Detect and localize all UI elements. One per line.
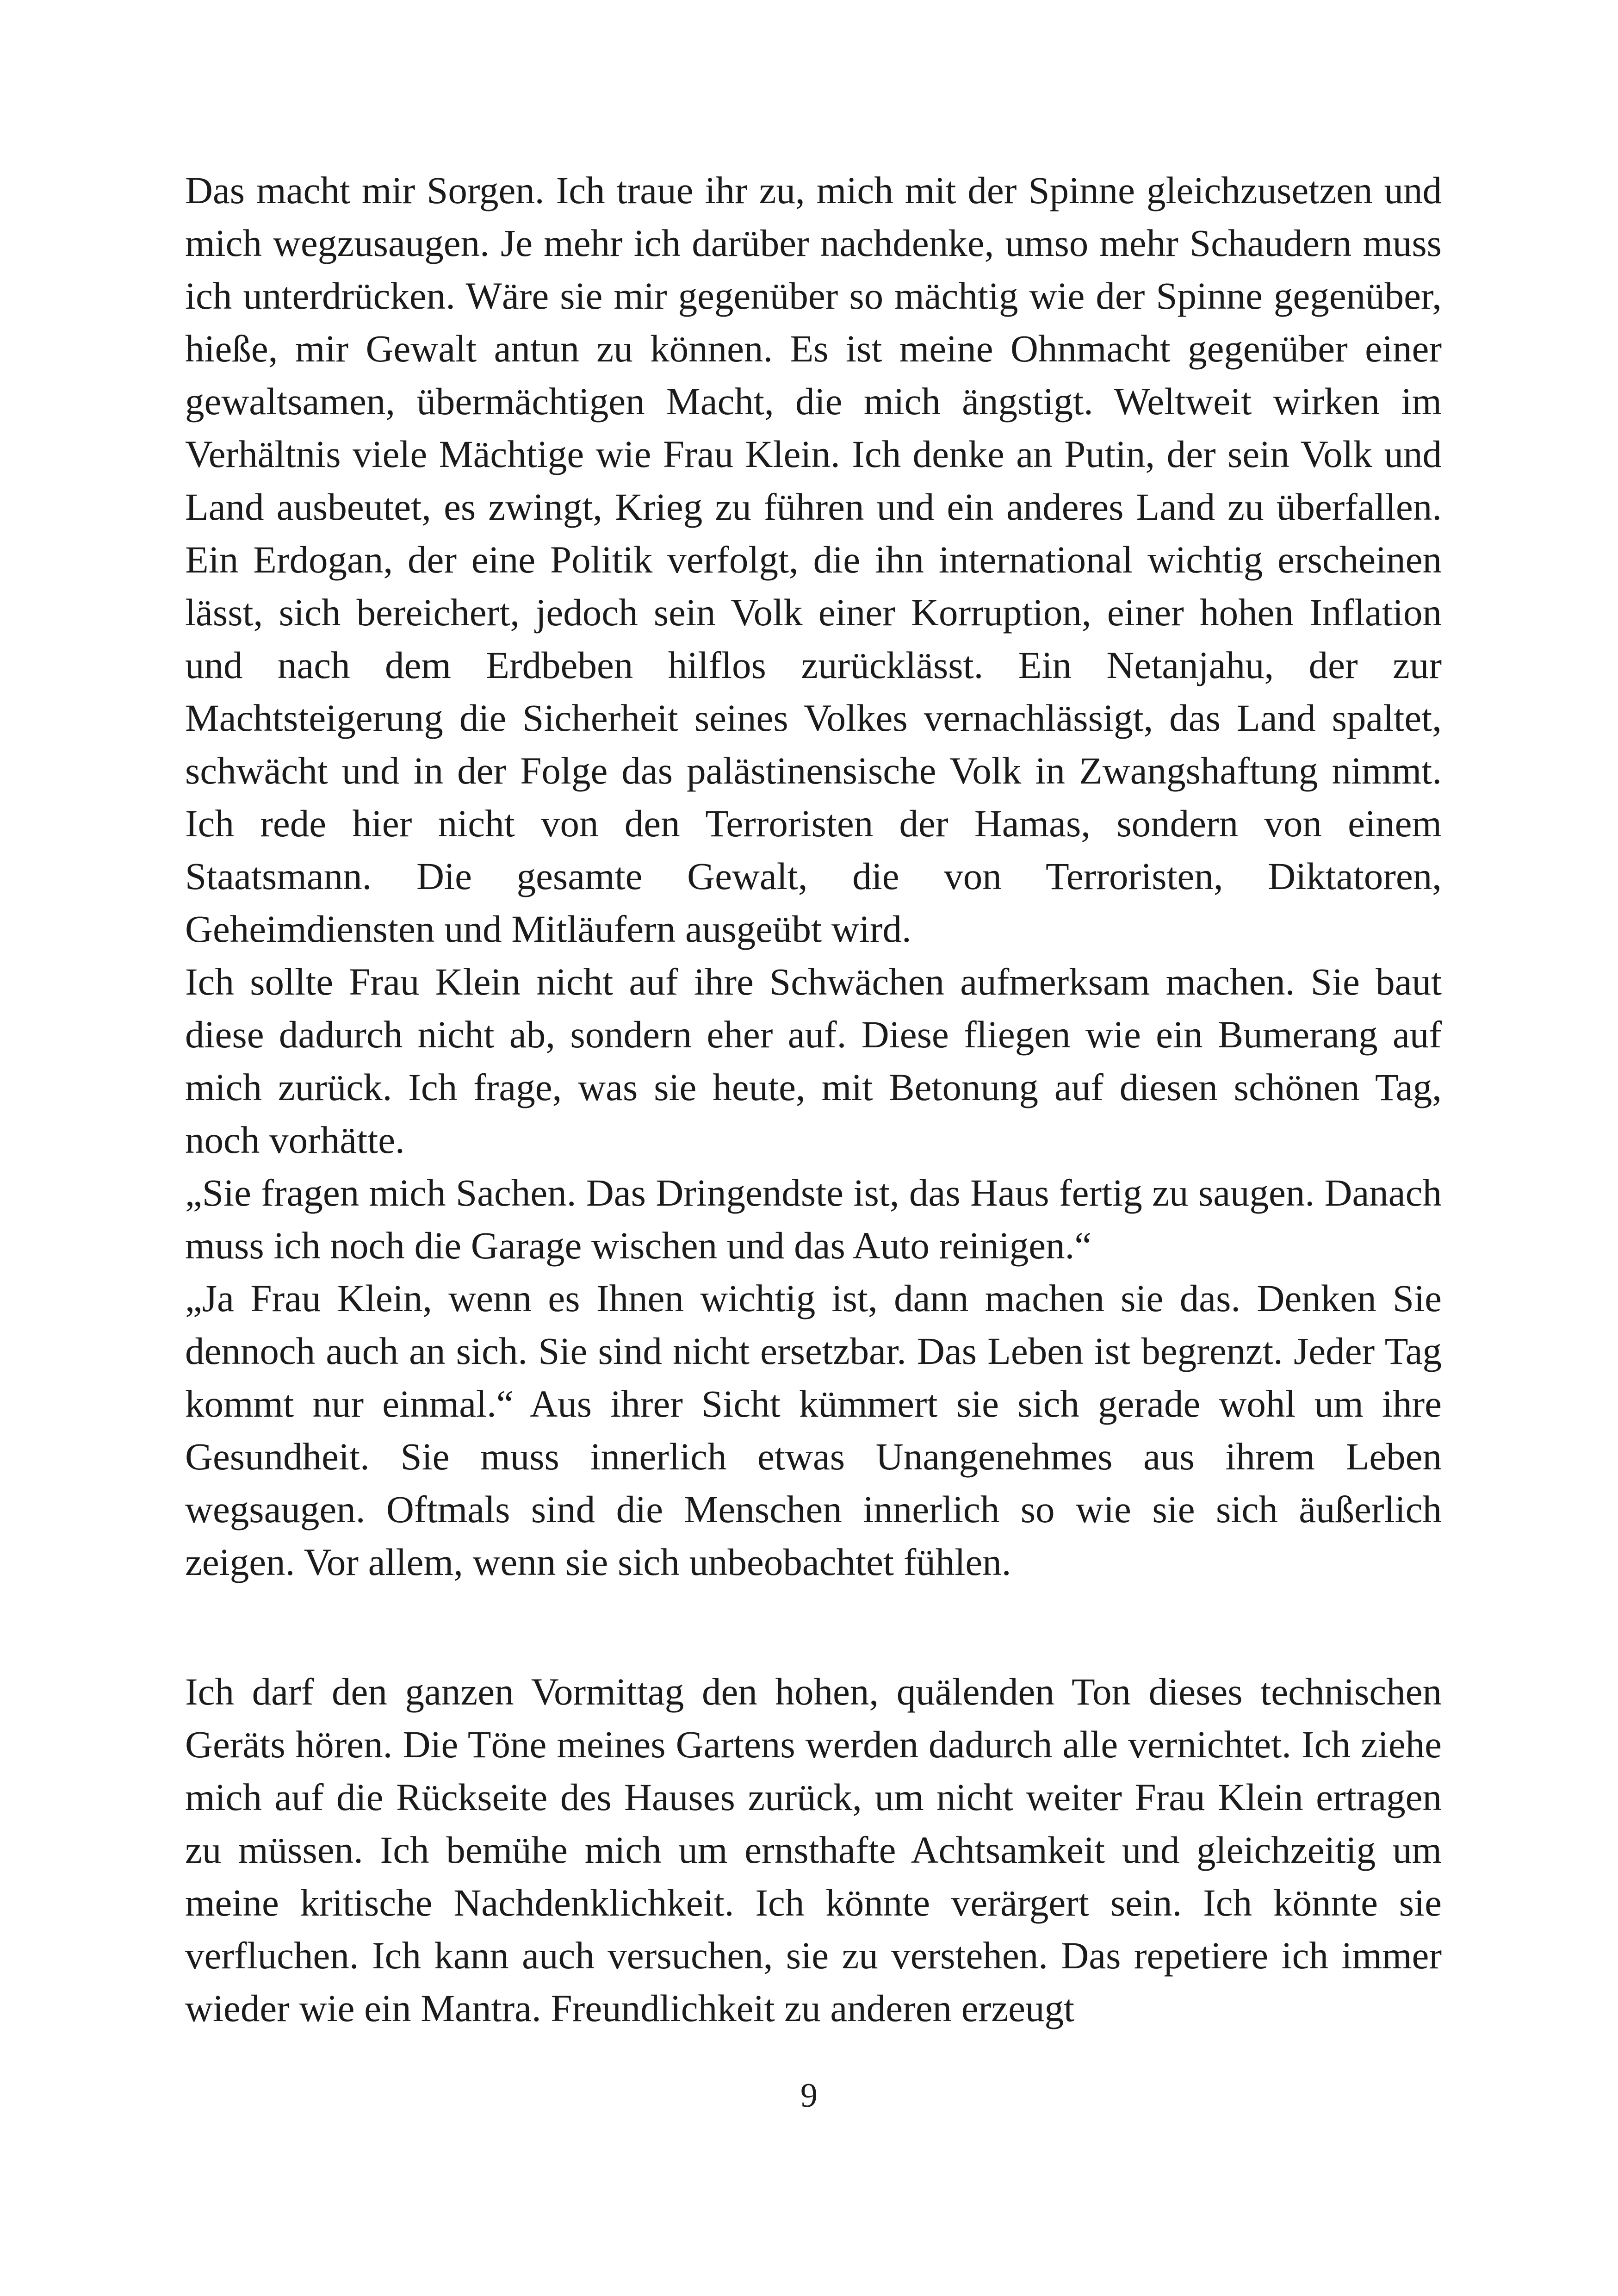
text-section-1	[185, 164, 1442, 1588]
paragraph-4: „Ja Frau Klein, wenn es Ihnen wichtig ist, dann machen sie das. Denken Sie dennoch auch an sich. Sie sind nicht ersetzbar. Das Leben ist begrenzt. Jeder Tag kommt nur einmal.“ Aus ihrer Sicht kümmert sie sich gerade wohl um ihre Gesundheit. Sie muss innerlich etwas Unangenehmes aus ihrem Leben wegsaugen. Oftmals sind die Menschen innerlich so wie sie sich äußerlich zeigen. Vor allem, wenn sie sich unbeobachtet fühlen.	[185, 1277, 1442, 1583]
page-number: 9	[800, 2077, 818, 2115]
paragraph-2: Ich sollte Frau Klein nicht auf ihre Schwächen aufmerksam machen. Sie baut diese dadurch nicht ab, sondern eher auf. Diese fliegen wie ein Bumerang auf mich zurück. Ich frage, was sie heute, mit Betonung auf diesen schönen Tag, noch vorhätte.	[185, 960, 1442, 1161]
paragraph-5: Ich darf den ganzen Vormittag den hohen, quälenden Ton dieses technischen Geräts hören. Die Töne meines Gartens werden dadurch alle vernichtet. Ich ziehe mich auf die Rückseite des Hauses zurück, um nicht weiter Frau Klein ertragen zu müssen. Ich bemühe mich um ernsthafte Achtsamkeit und gleichzeitig um meine kritische Nachdenklichkeit. Ich könnte verärgert sein. Ich könnte sie verfluchen. Ich kann auch versuchen, sie zu verstehen. Das repetiere ich immer wieder wie ein Mantra. Freundlichkeit zu anderen erzeugt	[185, 1670, 1442, 2029]
paragraph-1: Das macht mir Sorgen. Ich traue ihr zu, mich mit der Spinne gleichzusetzen und mich wegzusaugen. Je mehr ich darüber nachdenke, umso mehr Schaudern muss ich unterdrücken. Wäre sie mir gegenüber so mächtig wie der Spinne gegenüber, hieße, mir Gewalt antun zu können. Es ist meine Ohnmacht gegenüber einer gewaltsamen, übermächtigen Macht, die mich ängstigt. Weltweit wirken im Verhältnis viele Mächtige wie Frau Klein. Ich denke an Putin, der sein Volk und Land ausbeutet, es zwingt, Krieg zu führen und ein anderes Land zu überfallen. Ein Erdogan, der eine Politik verfolgt, die ihn international wichtig erscheinen lässt, sich bereichert, jedoch sein Volk einer Korruption, einer hohen Inflation und nach dem Erdbeben hilflos zurücklässt. Ein Netanjahu, der zur Machtsteigerung die Sicherheit seines Volkes vernachlässigt, das Land spaltet, schwächt und in der Folge das palästinensische Volk in Zwangshaftung nimmt. Ich rede hier nicht von den Terroristen der Hamas, sondern von einem Staatsmann. Die gesamte Gewalt, die von Terroristen, Diktatoren, Geheimdiensten und Mitläufern ausgeübt wird.	[185, 169, 1442, 950]
text-section-2	[185, 1665, 1442, 2035]
paragraph-3: „Sie fragen mich Sachen. Das Dringendste ist, das Haus fertig zu saugen. Danach muss ich noch die Garage wischen und das Auto reinigen.“	[185, 1171, 1442, 1267]
